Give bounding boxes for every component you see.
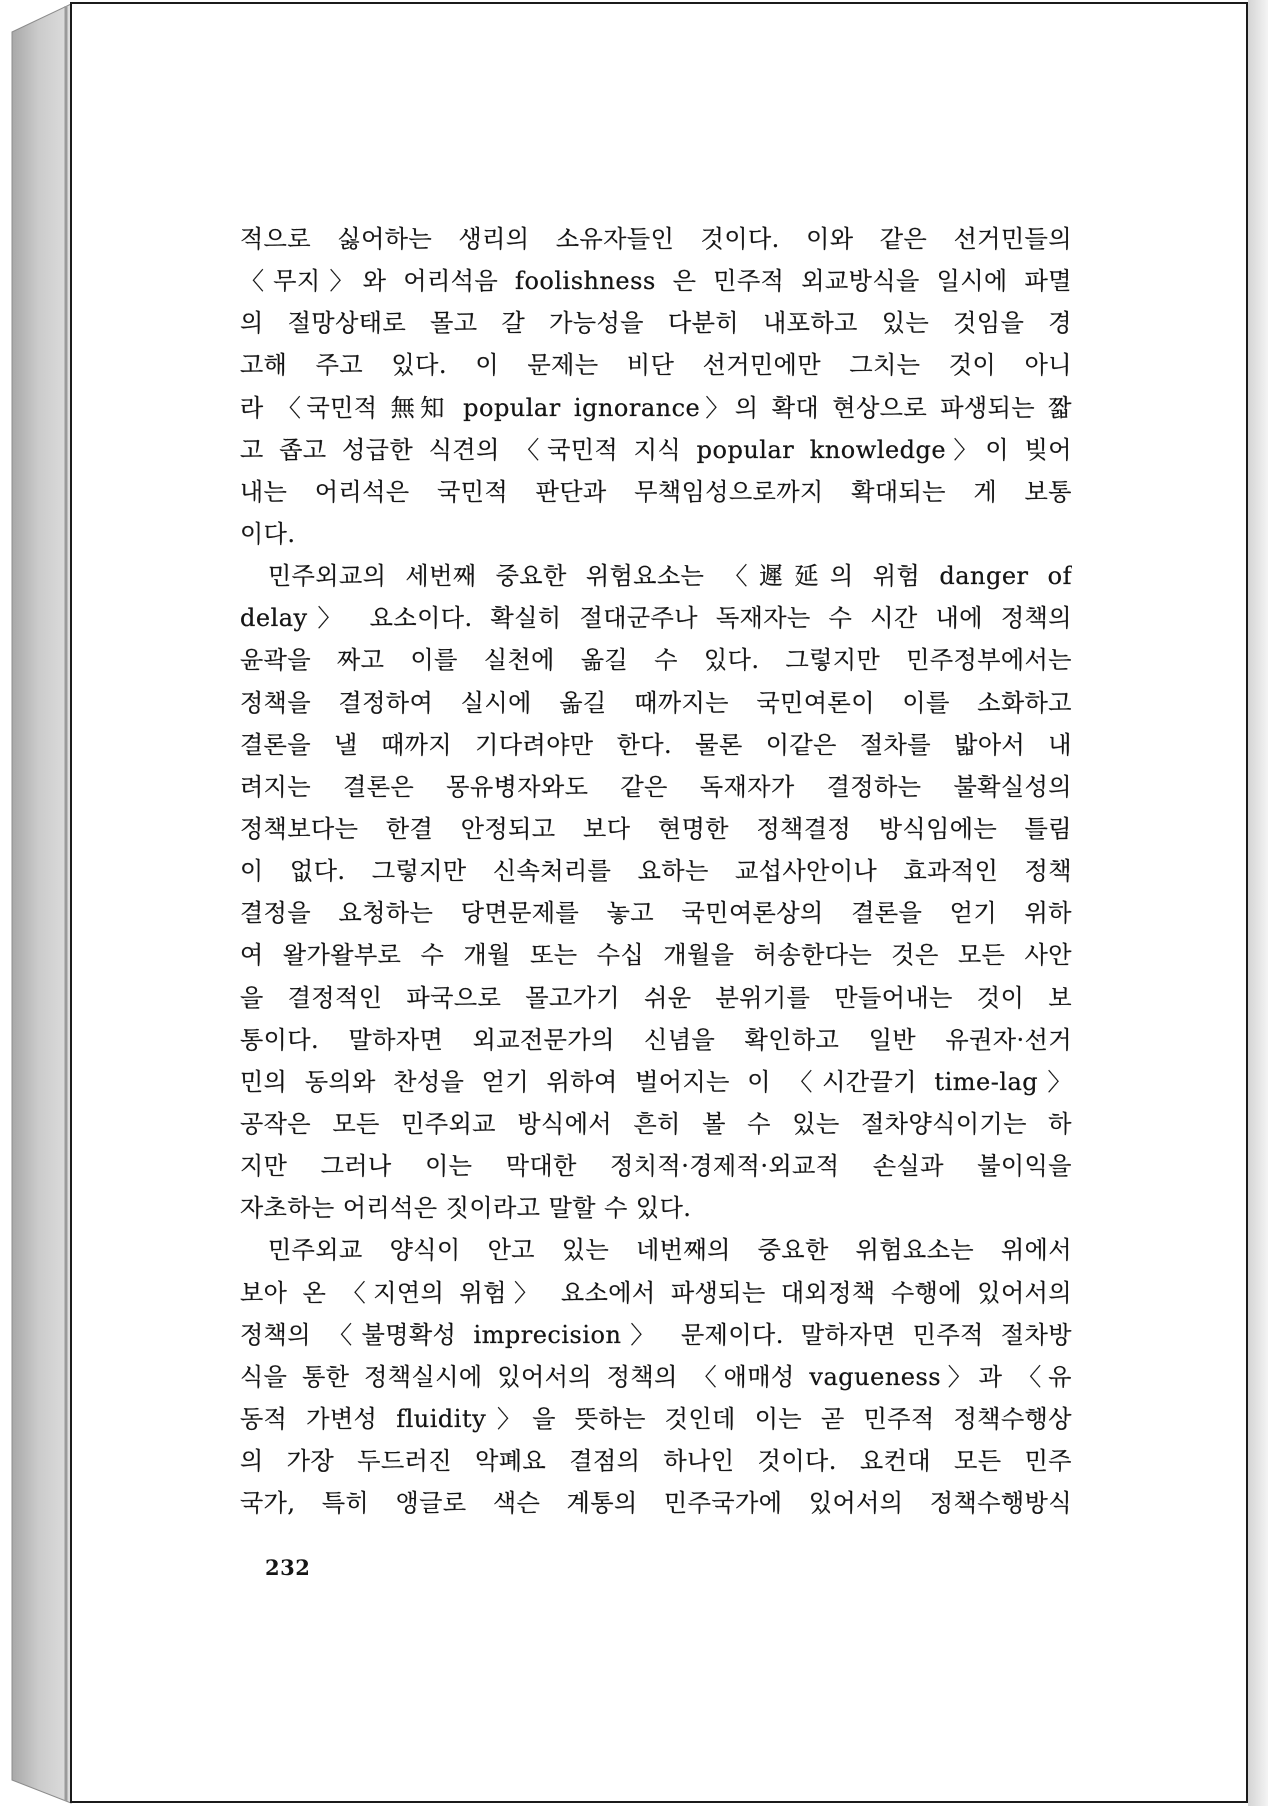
text-line: 민주외교의 세번째 중요한 위험요소는 〈遲延의 위험 danger of: [268, 562, 1072, 591]
text-line: 민주외교 양식이 안고 있는 네번째의 중요한 위험요소는 위에서: [268, 1236, 1072, 1265]
text-line: 적으로 싫어하는 생리의 소유자들인 것이다. 이와 같은 선거민들의: [240, 225, 1072, 253]
text-line: 여 왈가왈부로 수 개월 또는 수십 개월을 허송한다는 것은 모든 사안: [240, 941, 1072, 970]
page-shadow: [1248, 0, 1268, 1806]
text-line: 라 〈국민적 無知 popular ignorance〉의 확대 현상으로 파생되는 짧: [240, 393, 1072, 422]
text-line: 의 절망상태로 몰고 갈 가능성을 다분히 내포하고 있는 것임을 경: [240, 309, 1072, 338]
text-line: 통이다. 말하자면 외교전문가의 신념을 확인하고 일반 유권자·선거: [240, 1025, 1072, 1054]
text-line: 결론을 낼 때까지 기다려야만 한다. 물론 이같은 절차를 밟아서 내: [240, 730, 1072, 759]
text-line: 보아 온 〈지연의 위험〉 요소에서 파생되는 대외정책 수행에 있어서의: [240, 1278, 1072, 1307]
text-line: 윤곽을 짜고 이를 실천에 옮길 수 있다. 그렇지만 민주정부에서는: [240, 646, 1072, 675]
book-edge: [12, 4, 71, 1803]
text-line: 식을 통한 정책실시에 있어서의 정책의 〈애매성 vagueness〉과 〈유: [240, 1362, 1072, 1391]
text-line: 고 좁고 성급한 식견의 〈국민적 지식 popular knowledge〉이 빚어: [240, 435, 1072, 464]
text-line: 고해 주고 있다. 이 문제는 비단 선거민에만 그치는 것이 아니: [240, 351, 1072, 380]
text-line: 정책을 결정하여 실시에 옮길 때까지는 국민여론이 이를 소화하고: [240, 688, 1072, 717]
text-line: 정책보다는 한결 안정되고 보다 현명한 정책결정 방식임에는 틀림: [240, 814, 1072, 843]
paragraph: [240, 1229, 1072, 1524]
text-line: 내는 어리석은 국민적 판단과 무책임성으로까지 확대되는 게 보통: [240, 477, 1072, 506]
text-line: 지만 그러나 이는 막대한 정치적·경제적·외교적 손실과 불이익을: [240, 1152, 1072, 1181]
body-text: [240, 218, 1072, 1524]
text-line: 을 결정적인 파국으로 몰고가기 쉬운 분위기를 만들어내는 것이 보: [240, 983, 1072, 1012]
text-line: 의 가장 두드러진 악폐요 결점의 하나인 것이다. 요컨대 모든 민주: [240, 1447, 1072, 1476]
text-line: 민의 동의와 찬성을 얻기 위하여 벌어지는 이 〈시간끌기 time-lag〉: [240, 1067, 1072, 1096]
text-line: 이 없다. 그렇지만 신속처리를 요하는 교섭사안이나 효과적인 정책: [240, 857, 1072, 886]
page-number: 232: [265, 1555, 311, 1580]
paragraph: [240, 218, 1072, 555]
text-line: 결정을 요청하는 당면문제를 놓고 국민여론상의 결론을 얻기 위하: [240, 899, 1072, 928]
paragraph: [240, 555, 1072, 1229]
text-line: 공작은 모든 민주외교 방식에서 흔히 볼 수 있는 절차양식이기는 하: [240, 1109, 1072, 1138]
text-line: 정책의 〈불명확성 imprecision〉 문제이다. 말하자면 민주적 절차방: [240, 1320, 1072, 1349]
text-line: 이다.: [240, 519, 296, 548]
text-line: delay〉 요소이다. 확실히 절대군주나 독재자는 수 시간 내에 정책의: [240, 604, 1072, 633]
text-line: 〈무지〉와 어리석음 foolishness 은 민주적 외교방식을 일시에 파멸: [240, 267, 1072, 296]
text-line: 국가, 특히 앵글로 색슨 계통의 민주국가에 있어서의 정책수행방식: [240, 1489, 1072, 1518]
text-line: 동적 가변성 fluidity〉을 뜻하는 것인데 이는 곧 민주적 정책수행상: [240, 1404, 1072, 1433]
text-line: 려지는 결론은 몽유병자와도 같은 독재자가 결정하는 불확실성의: [240, 772, 1072, 801]
text-line: 자초하는 어리석은 짓이라고 말할 수 있다.: [240, 1194, 692, 1223]
